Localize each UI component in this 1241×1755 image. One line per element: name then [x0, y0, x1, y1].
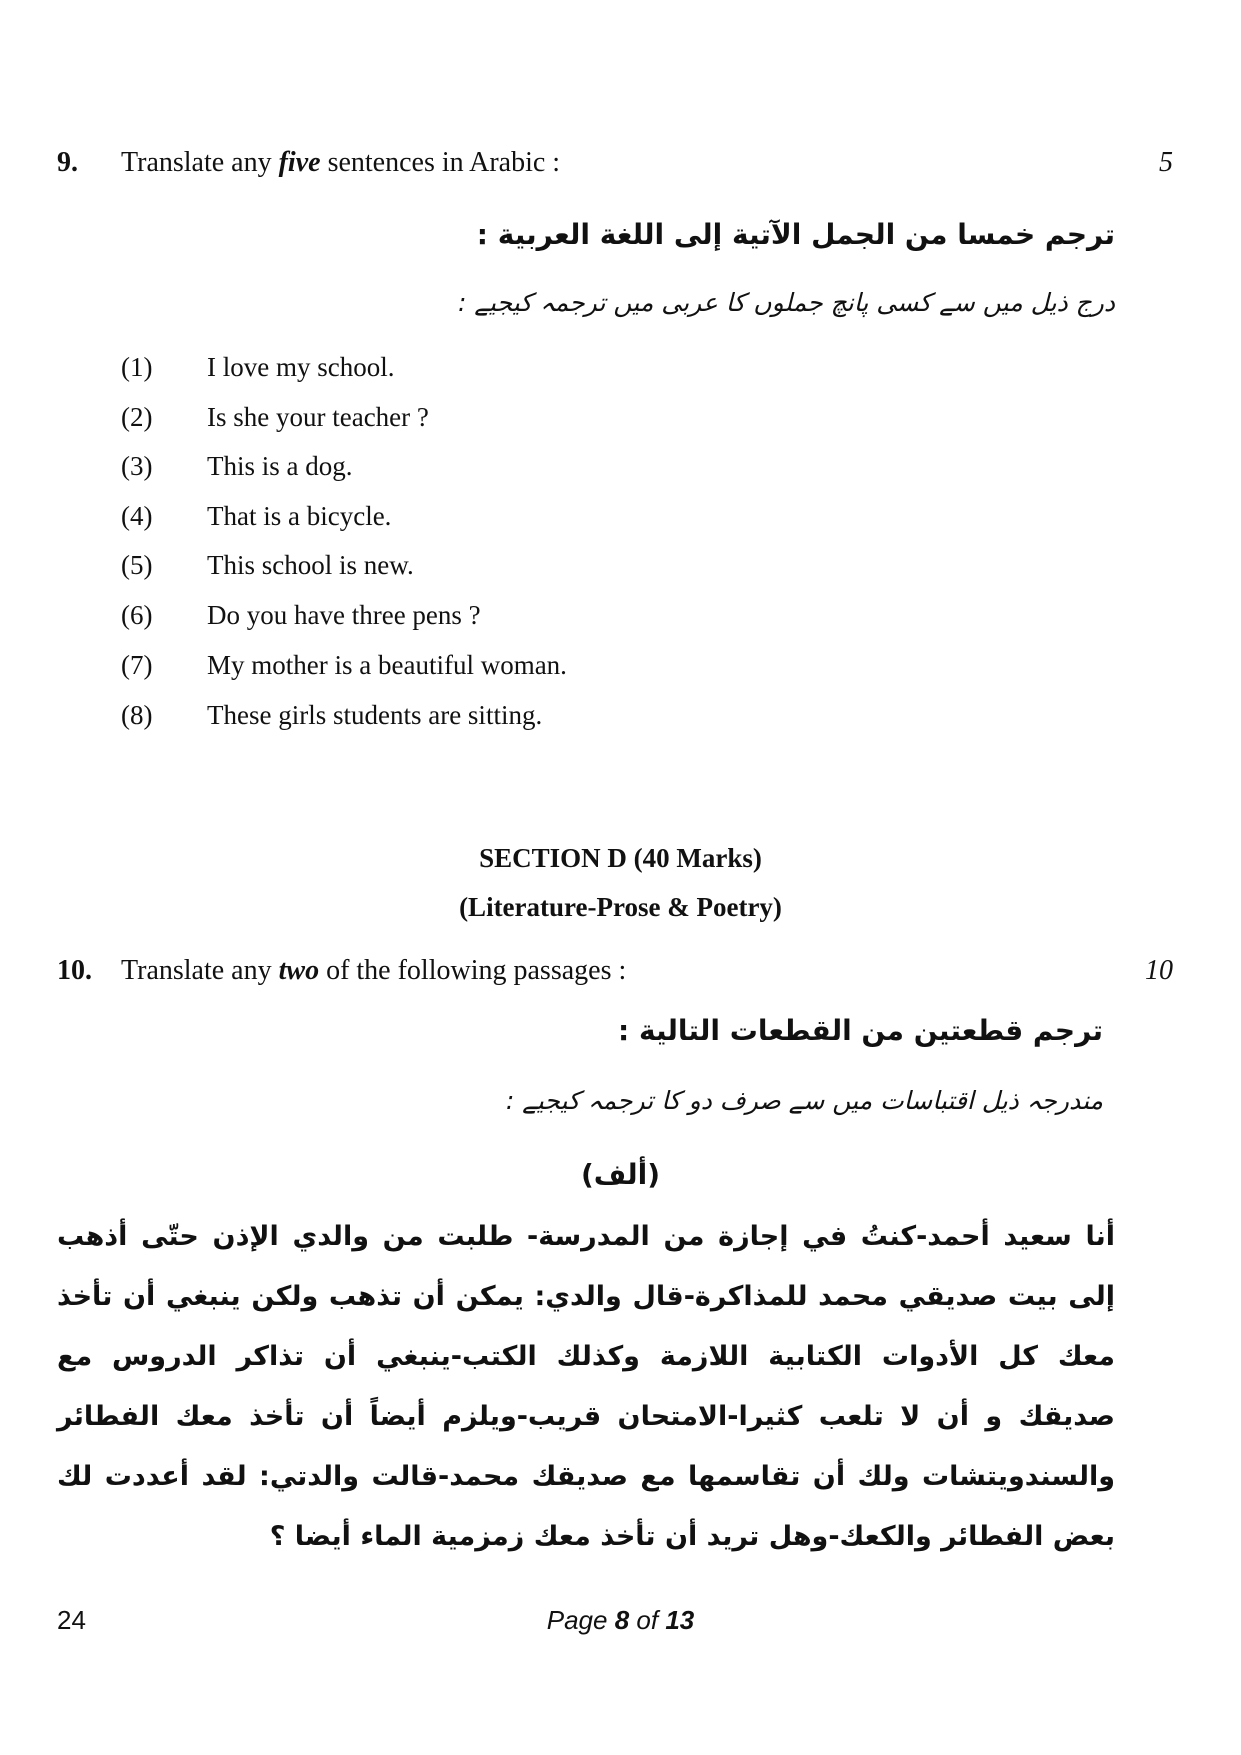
page-total: 13 — [665, 1605, 695, 1635]
list-item-number: (3) — [121, 451, 153, 481]
list-item-text: Is she your teacher ? — [207, 402, 429, 432]
question-9-urdu-instruction: درج ذیل میں سے کسی پانچ جملوں کا عربی میں ترجمہ کیجیے : — [458, 288, 1115, 317]
list-item — [121, 402, 429, 442]
question-10-text-before: Translate any — [121, 955, 279, 986]
question-10-marks: 10 — [1145, 955, 1173, 986]
question-9-text-after: sentences in Arabic : — [320, 147, 561, 178]
question-9-number: 9. — [57, 147, 78, 178]
list-item — [121, 650, 567, 690]
list-item — [121, 501, 391, 541]
list-item-text: That is a bicycle. — [207, 501, 392, 531]
list-item-number: (7) — [121, 650, 153, 680]
page-prefix: Page — [546, 1605, 615, 1635]
page-number — [0, 1605, 1241, 1636]
page-current: 8 — [614, 1605, 630, 1635]
passage-text: أنا سعيد أحمد-كنتُ في إجازة من المدرسة- طلبت من والدي الإذن حتّى أذهب إلى بيت صديقي محمد للمذاكرة-قال والدي: يمكن أن تذهب ولكن ينبغي أن تأخذ معك كل الأدوات الكتابية اللازمة وكذلك الكتب-ينبغي أن تذاكر الدروس مع صديقك و أن لا تلعب كثيرا-الامتحان قريب-ويلزم أيضاً أن تأخذ معك الفطائر والسندويتشات ولك أن تقاسمها مع صديقك محمد-قالت والدتي: لقد أعددت لك بعض الفطائر والكعك-وهل تريد أن تأخذ معك زمزمية الماء أيضا ؟ — [57, 1221, 1115, 1552]
list-item-number: (1) — [121, 352, 153, 382]
list-item-text: This is a dog. — [207, 451, 353, 481]
list-item-text: I love my school. — [207, 352, 395, 382]
question-9-arabic-instruction: ترجم خمسا من الجمل الآتية إلى اللغة العربية : — [476, 218, 1115, 251]
list-item-text: Do you have three pens ? — [207, 600, 481, 630]
question-10-text — [121, 955, 626, 987]
list-item — [121, 550, 414, 590]
list-item — [121, 600, 481, 640]
section-subtitle: (Literature-Prose & Poetry) — [459, 892, 782, 922]
list-item-number: (5) — [121, 550, 153, 580]
question-9-text-before: Translate any — [121, 147, 279, 178]
list-item — [121, 700, 542, 740]
question-10-emphasis: two — [278, 955, 320, 986]
question-9-marks: 5 — [1159, 147, 1173, 178]
list-item-text: These girls students are sitting. — [207, 700, 543, 730]
page-of: of — [629, 1605, 666, 1635]
question-9-emphasis: five — [278, 147, 321, 178]
question-10-text-after: of the following passages : — [319, 955, 627, 986]
list-item-number: (6) — [121, 600, 153, 630]
question-9-text — [121, 147, 560, 179]
list-item — [121, 352, 394, 392]
list-item-number: (2) — [121, 402, 153, 432]
list-item — [121, 451, 353, 491]
list-item-number: (4) — [121, 501, 153, 531]
question-10-arabic-instruction: ترجم قطعتين من القطعات التالية : — [618, 1014, 1103, 1047]
section-title: SECTION D (40 Marks) — [479, 843, 762, 873]
passage-label: (ألف) — [580, 1158, 661, 1191]
question-10-number: 10. — [57, 955, 92, 986]
list-item-text: My mother is a beautiful woman. — [207, 650, 567, 680]
paper-code: 24 — [57, 1605, 86, 1635]
list-item-number: (8) — [121, 700, 153, 730]
list-item-text: This school is new. — [207, 550, 414, 580]
question-10-urdu-instruction: مندرجہ ذیل اقتباسات میں سے صرف دو کا ترجمہ کیجیے : — [505, 1086, 1103, 1115]
